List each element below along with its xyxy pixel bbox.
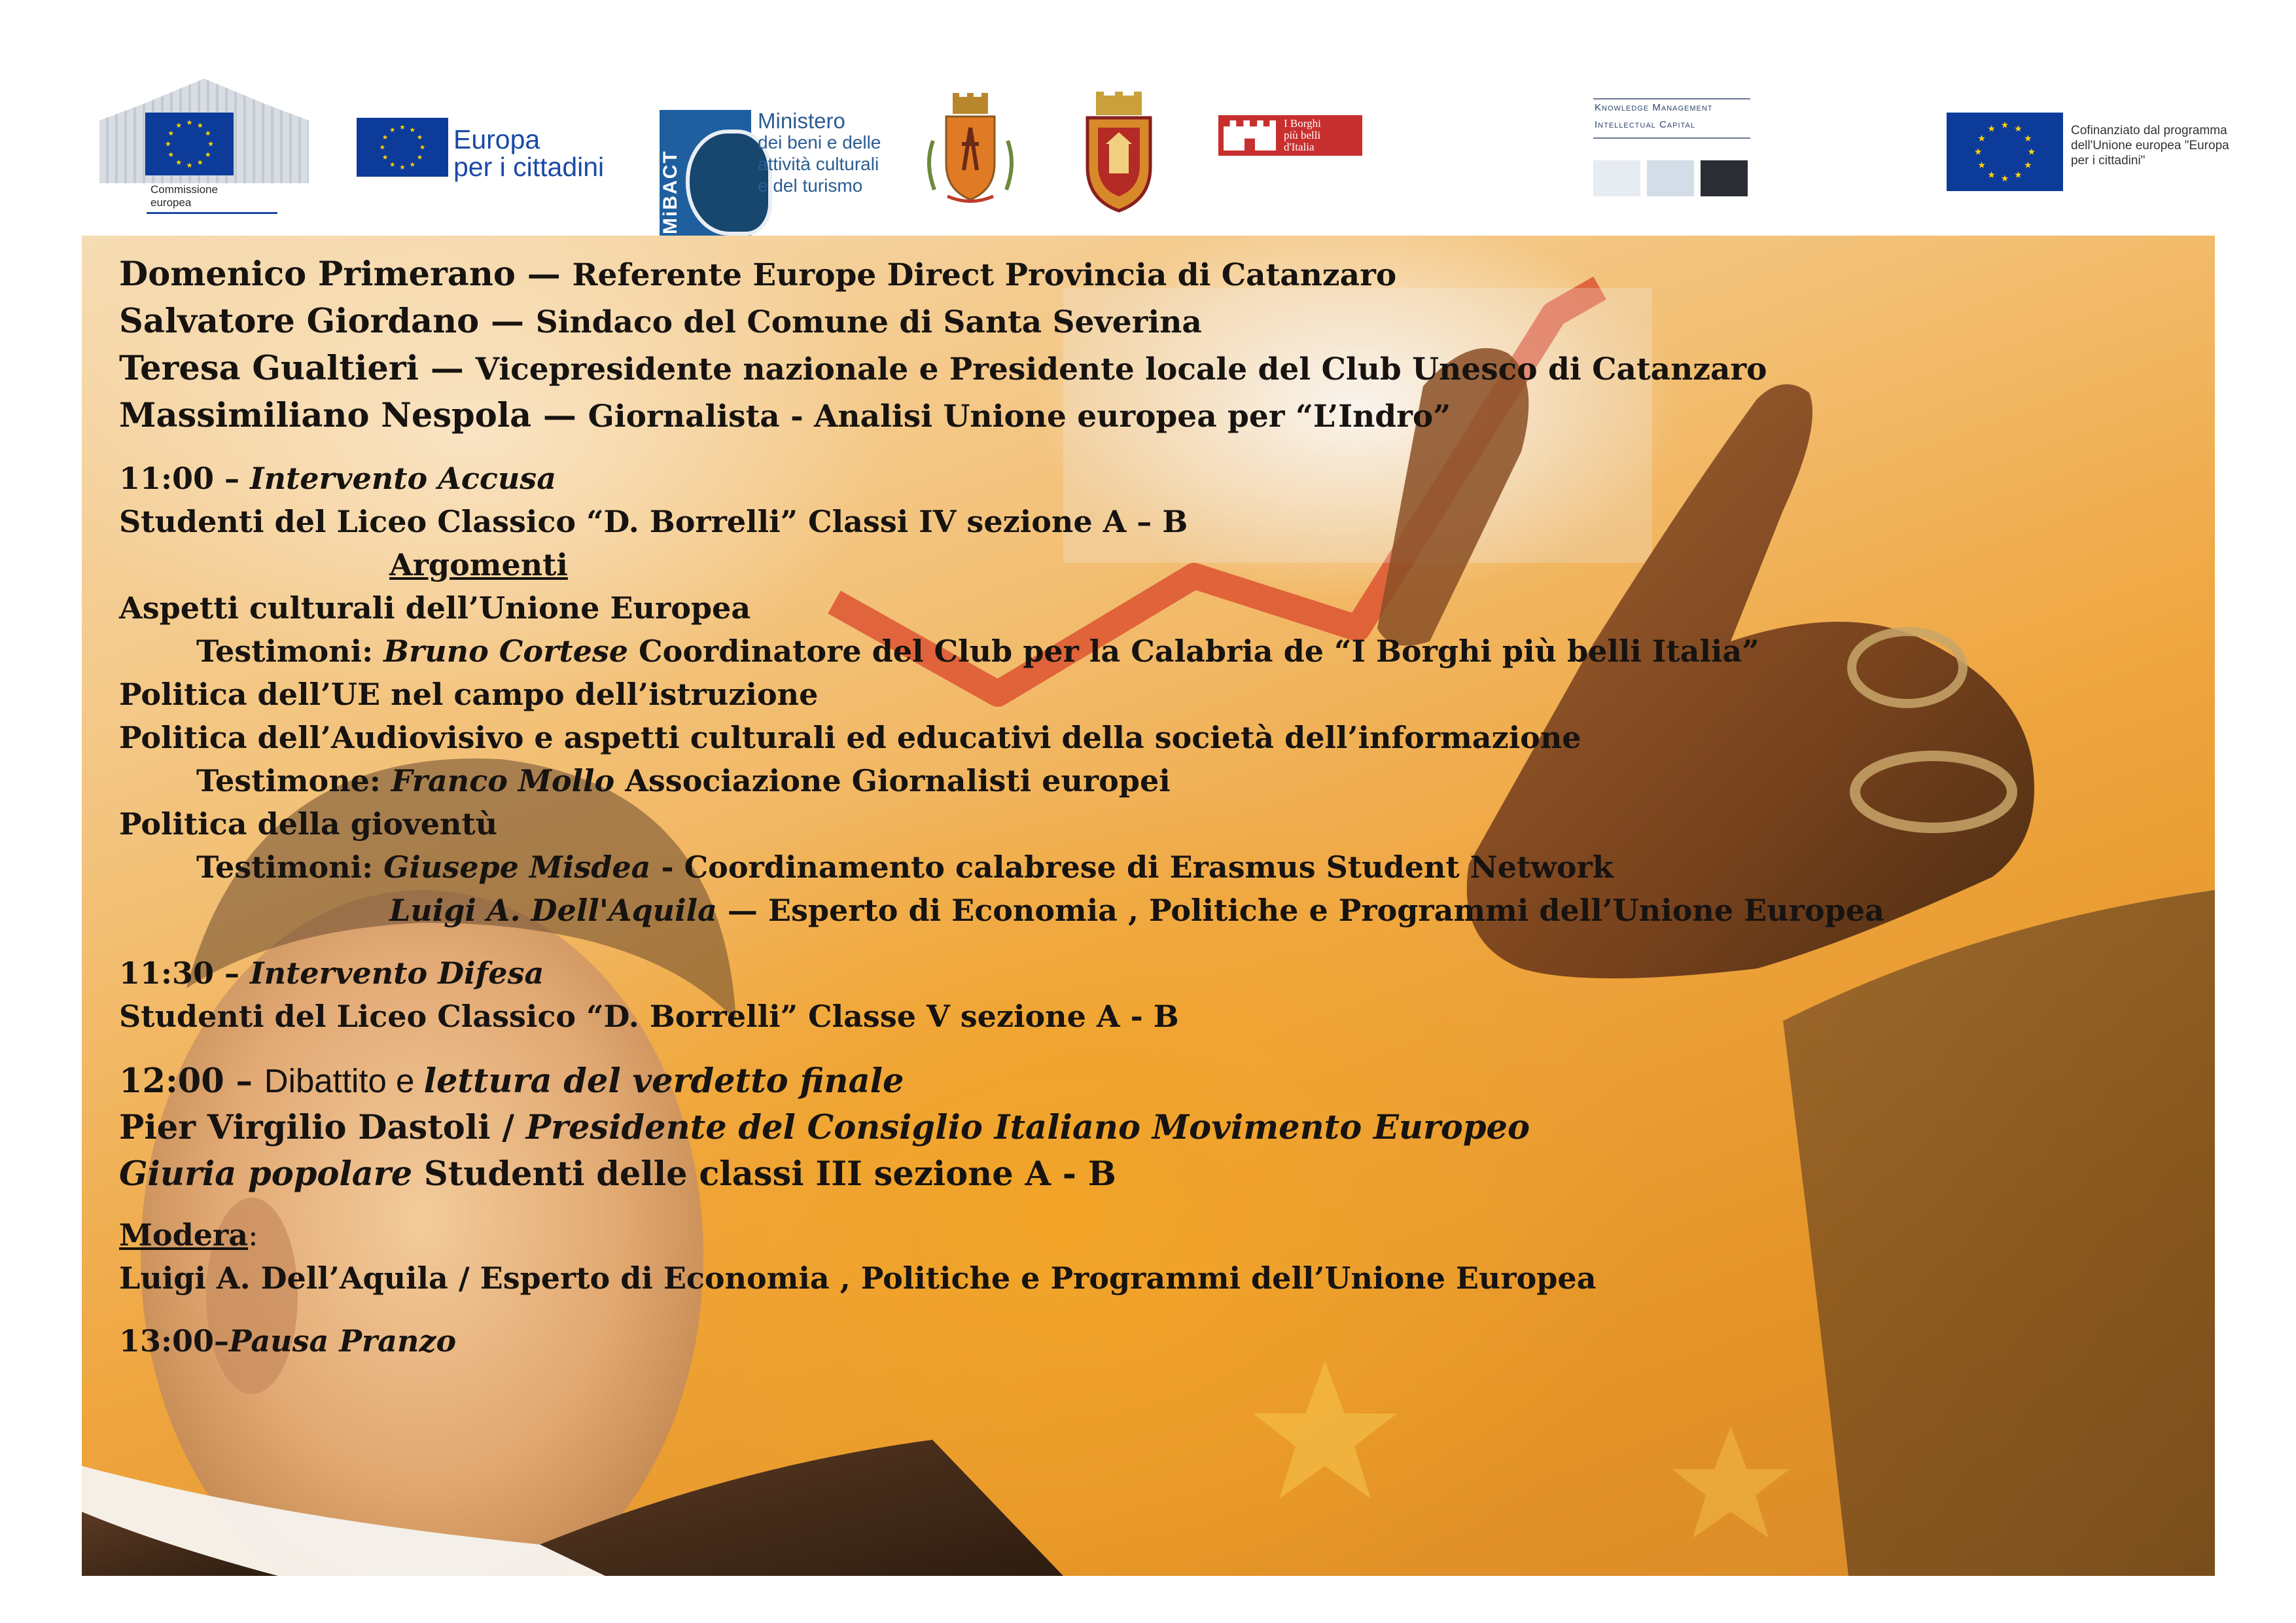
poster-main-image — [82, 236, 2215, 1576]
speaker-name: Salvatore Giordano — [119, 302, 480, 341]
witness-line — [119, 889, 2147, 932]
witness-label: Testimone: — [196, 763, 391, 798]
km-tile-dark — [1701, 160, 1748, 196]
session-title: Intervento Accusa — [250, 461, 556, 496]
eu-star-icon — [380, 145, 385, 149]
speaker-sep: — — [531, 396, 588, 435]
europa-logo-text — [453, 126, 604, 181]
witness-role: Coordinatore del Club per la Calabria de “I Borghi più belli Italia” — [628, 633, 1759, 669]
speaker-name: Teresa Gualtieri — [119, 349, 419, 388]
speaker-name: Domenico Primerano — [119, 255, 516, 294]
speaker-role: Sindaco del Comune di Santa Severina — [535, 304, 1202, 340]
eu-star-icon — [390, 162, 395, 166]
giuria-label: Giuria popolare — [119, 1154, 413, 1194]
argomenti-heading: Argomenti — [389, 547, 568, 582]
witness-line — [119, 846, 2147, 889]
eu-star-icon — [2015, 171, 2021, 178]
speaker-line — [119, 251, 2147, 298]
witness-label: Testimoni: — [196, 849, 384, 885]
commission-rule — [147, 212, 277, 214]
eu-star-icon — [390, 127, 395, 132]
witness-name: Franco Mollo — [391, 763, 615, 798]
eu-flag-icon — [145, 113, 234, 175]
european-commission-logo — [99, 79, 309, 219]
eu-star-icon — [417, 154, 423, 159]
topic-line: Aspetti culturali dell’Unione Europea — [119, 590, 751, 626]
session-dibattito: Dibattito e — [264, 1062, 424, 1099]
eu-star-icon — [168, 130, 173, 135]
moderator-label: Modera — [119, 1217, 249, 1253]
lunch-line — [119, 1319, 2147, 1363]
witness-line — [119, 759, 2147, 802]
speaker-line — [119, 298, 2147, 346]
cofinanziato-text: Cofinanziato dal programma dell'Unione europea "Europa per i cittadini" — [2071, 124, 2229, 168]
eu-star-icon — [2015, 125, 2021, 132]
eu-star-icon — [176, 122, 181, 128]
mibact-vertical-text: MiBACT — [660, 150, 681, 234]
programme-text — [119, 251, 2147, 1363]
session-time: 12:00 – — [119, 1061, 264, 1101]
borghi-text — [1284, 118, 1321, 153]
eu-star-icon — [198, 160, 203, 165]
europa-logo-line2: per i cittadini — [453, 152, 605, 182]
km-tile — [1647, 160, 1694, 196]
speaker-sep: — — [479, 302, 536, 341]
eu-star-icon — [186, 120, 192, 125]
eu-star-icon — [1975, 149, 1981, 155]
mibact-line4: e del turismo — [758, 175, 863, 196]
eu-flag-icon — [1947, 113, 2063, 191]
lunch-title: Pausa Pranzo — [229, 1323, 457, 1359]
session-title: Intervento Difesa — [250, 955, 544, 991]
eu-star-icon — [2024, 162, 2031, 168]
eu-star-icon — [208, 141, 213, 147]
session-time: 11:00 – — [119, 461, 251, 496]
topic-line: Politica della gioventù — [119, 806, 498, 842]
speaker-sep: — — [419, 349, 476, 388]
topic-line: Politica dell’UE nel campo dell’istruzione — [119, 677, 819, 712]
moderator-colon: : — [248, 1217, 258, 1253]
session-accusa-students: Studenti del Liceo Classico “D. Borrelli” Classi IV sezione A – B — [119, 504, 1188, 539]
commission-caption — [150, 183, 218, 209]
moderator-line: Luigi A. Dell’Aquila / Esperto di Economia , Politiche e Programmi dell’Unione Europea — [119, 1260, 1597, 1296]
eu-star-icon — [420, 145, 425, 149]
mibact-line2: dei beni e delle — [758, 132, 881, 152]
eu-star-icon — [2002, 175, 2008, 181]
eu-star-icon — [400, 165, 405, 169]
eu-star-icon — [168, 152, 173, 157]
knowledge-management-logo — [1593, 98, 1750, 196]
eu-star-icon — [383, 135, 388, 139]
km-tile — [1593, 160, 1640, 196]
eu-flag-icon — [357, 118, 448, 177]
session-accusa-heading — [119, 457, 2147, 500]
speaker-sep: — — [515, 255, 573, 294]
giuria-text: Studenti delle classi III sezione A - B — [412, 1154, 1116, 1194]
eu-star-icon — [1988, 125, 1994, 132]
session-difesa-students: Studenti del Liceo Classico “D. Borrelli” Classe V sezione A - B — [119, 999, 1179, 1034]
borghi-piu-belli-logo — [1218, 115, 1362, 156]
eu-star-icon — [1979, 162, 1985, 168]
eu-star-icon — [186, 162, 192, 168]
eu-star-icon — [410, 162, 415, 166]
eu-star-icon — [417, 135, 423, 139]
eu-star-icon — [400, 124, 405, 129]
commission-caption-line2: europea — [150, 196, 192, 209]
speaker-line — [119, 393, 2147, 440]
lunch-time: 13:00– — [119, 1323, 230, 1359]
speaker-role: Referente Europe Direct Provincia di Catanzaro — [572, 257, 1397, 293]
km-line2: Intellectual Capital — [1595, 119, 1695, 130]
municipal-crest-2-icon — [1073, 92, 1165, 213]
witness-role: — Esperto di Economia , Politiche e Programmi dell’Unione Europea — [716, 893, 1884, 928]
municipal-crest-icon — [921, 92, 1019, 209]
borghi-line3: d'Italia — [1284, 141, 1315, 153]
eu-star-icon — [166, 141, 171, 147]
session-verdetto-heading — [119, 1058, 2147, 1105]
witness-name: Luigi A. Dell'Aquila — [389, 893, 717, 928]
eu-star-icon — [1979, 135, 1985, 141]
eu-star-icon — [2002, 122, 2008, 128]
eu-star-icon — [383, 154, 388, 159]
mibact-line3: attività culturali — [758, 154, 879, 174]
eu-star-icon — [410, 127, 415, 132]
witness-line — [119, 630, 2147, 673]
president-name: Pier Virgilio Dastoli / — [119, 1108, 526, 1147]
eu-star-icon — [205, 152, 211, 157]
cofinanziato-logo — [1947, 113, 2241, 194]
mibact-line1: Ministero — [758, 109, 845, 133]
witness-role: Associazione Giornalisti europei — [614, 763, 1171, 798]
giuria-line — [119, 1151, 2147, 1198]
km-header — [1593, 98, 1750, 147]
km-line1: Knowledge Management — [1595, 102, 1713, 113]
eu-star-icon — [2024, 135, 2031, 141]
borghi-line2: più belli — [1284, 129, 1321, 141]
speaker-line — [119, 346, 2147, 393]
eu-star-icon — [176, 160, 181, 165]
europa-logo-line1: Europa — [453, 124, 540, 154]
topic-line: Politica dell’Audiovisivo e aspetti culturali ed educativi della società dell’informazione — [119, 720, 1581, 755]
km-separator — [1593, 137, 1750, 139]
speaker-name: Massimiliano Nespola — [119, 396, 532, 435]
eu-star-icon — [205, 130, 211, 135]
speaker-role: Giornalista - Analisi Unione europea per “L’Indro” — [588, 399, 1451, 435]
mibact-logo — [660, 110, 941, 254]
witness-label: Testimoni: — [196, 633, 384, 669]
speaker-role: Vicepresidente nazionale e Presidente locale del Club Unesco di Catanzaro — [475, 351, 1767, 387]
witness-name: Bruno Cortese — [383, 633, 629, 669]
session-difesa-heading — [119, 952, 2147, 995]
borghi-line1: I Borghi — [1284, 117, 1321, 130]
europa-per-i-cittadini-logo — [357, 118, 631, 190]
session-title: lettura del verdetto finale — [423, 1061, 904, 1101]
session-time: 11:30 – — [119, 955, 251, 991]
witness-role: - Coordinamento calabrese di Erasmus Student Network — [650, 849, 1614, 885]
moderator-heading — [119, 1213, 2147, 1257]
president-role: Presidente del Consiglio Italiano Movimento Europeo — [525, 1108, 1530, 1147]
witness-name: Giusepe Misdea — [383, 849, 651, 885]
president-line — [119, 1105, 2147, 1151]
commission-caption-line1: Commissione — [150, 183, 218, 196]
eu-star-icon — [2028, 149, 2035, 155]
eu-star-icon — [198, 122, 203, 128]
eu-star-icon — [1988, 171, 1994, 178]
mibact-text — [758, 110, 881, 196]
